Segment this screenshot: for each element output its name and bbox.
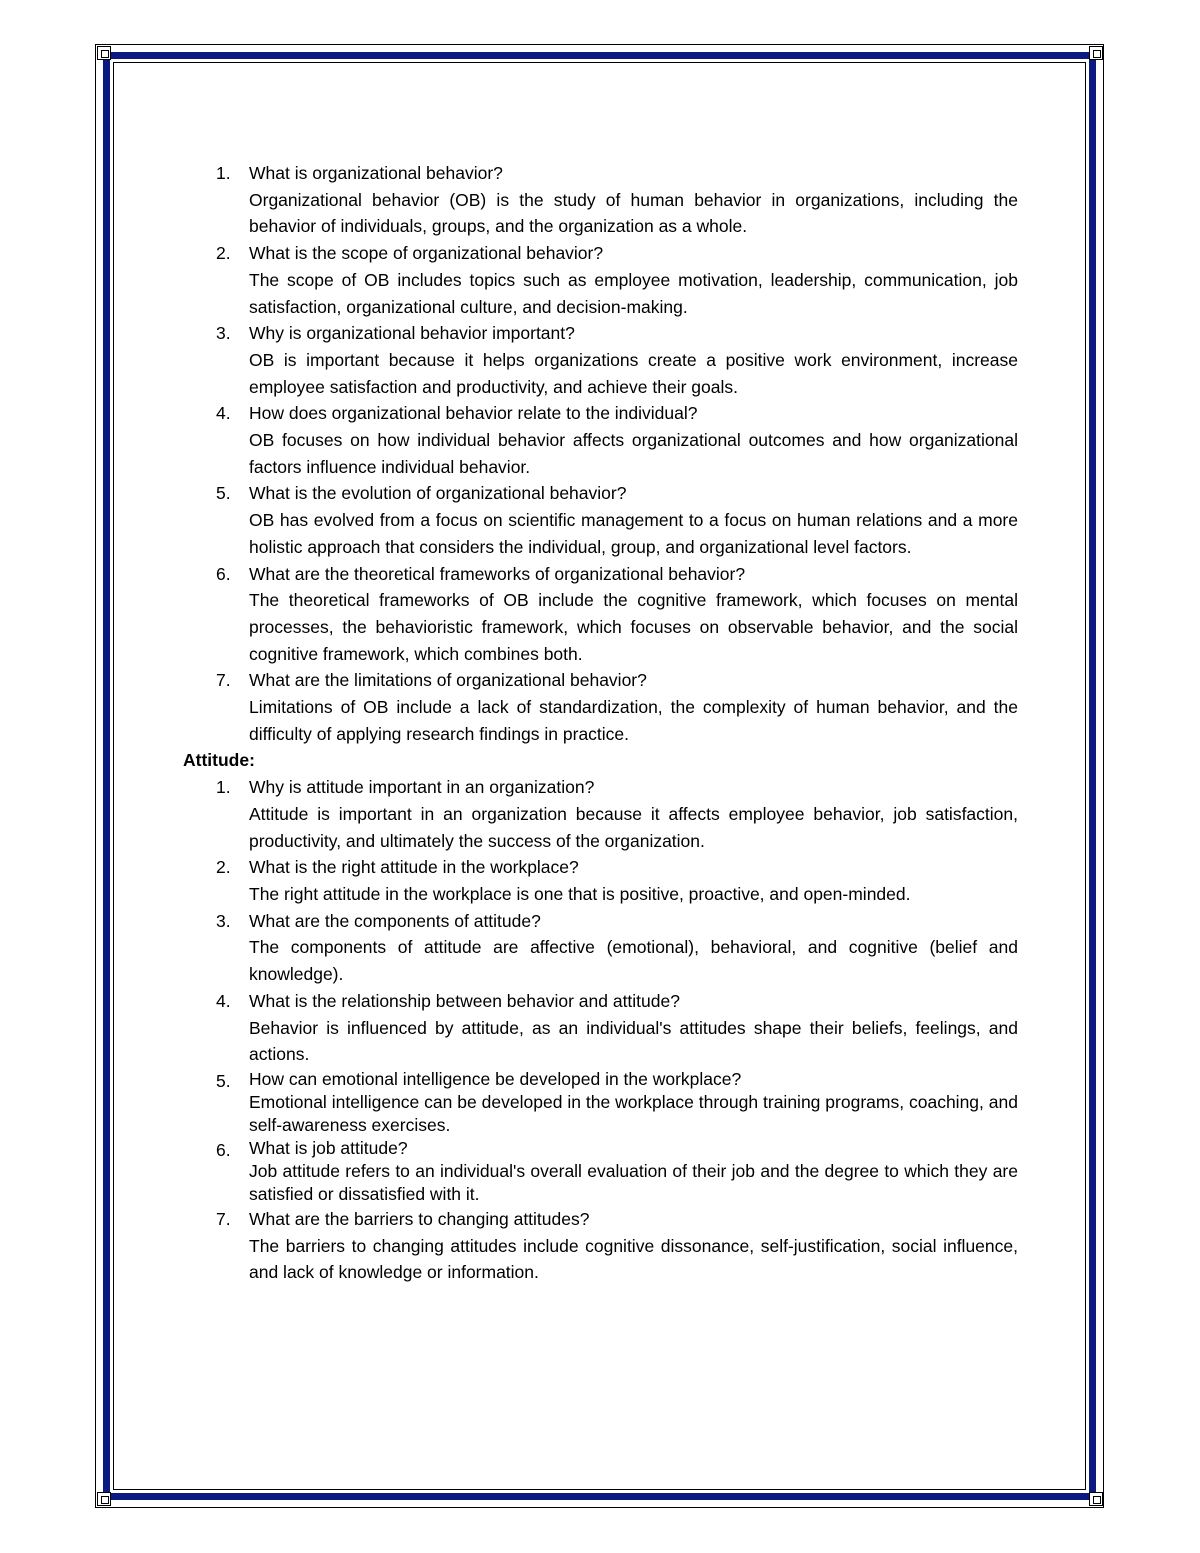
document-content [183, 160, 1018, 1286]
item-number: 5. [216, 1070, 231, 1091]
list-item [183, 1137, 1018, 1206]
answer: Emotional intelligence can be developed in the workplace through training programs, coaching, and self-awareness exercises. [249, 1091, 1018, 1135]
question: What are the limitations of organizational behavior? [249, 670, 647, 691]
question: What are the theoretical frameworks of organizational behavior? [249, 563, 746, 584]
item-number: 6. [216, 563, 231, 584]
answer: The components of attitude are affective (emotional), behavioral, and cognitive (belief and knowledge). [249, 937, 1018, 985]
list-item [183, 320, 1018, 400]
question: What is job attitude? [249, 1137, 408, 1158]
list-item [183, 854, 1018, 907]
item-number: 1. [216, 163, 231, 183]
answer: The scope of OB includes topics such as employee motivation, leadership, communication, job satisfaction, organizational culture, and decision-making. [249, 269, 1018, 317]
question: What are the barriers to changing attitudes? [249, 1208, 590, 1229]
answer: The barriers to changing attitudes include cognitive dissonance, self-justification, social influence, and lack of knowledge or information. [249, 1235, 1018, 1283]
question: What is the scope of organizational behavior? [249, 243, 604, 264]
item-number: 1. [216, 777, 231, 798]
question: How does organizational behavior relate to the individual? [249, 403, 698, 424]
answer: The theoretical frameworks of OB include the cognitive framework, which focuses on mental processes, the behavioristic framework, which focuses on observable behavior, and the social cognitive framework, which combines both. [249, 590, 1018, 664]
item-number: 7. [216, 670, 231, 691]
item-number: 3. [216, 323, 231, 344]
answer: Behavior is influenced by attitude, as an individual's attitudes shape their beliefs, feelings, and actions. [249, 1017, 1018, 1065]
ob-qa-list [183, 160, 1018, 747]
section-heading-attitude: Attitude: [183, 750, 255, 771]
item-number: 5. [216, 483, 231, 504]
list-item [183, 480, 1018, 560]
answer: Limitations of OB include a lack of standardization, the complexity of human behavior, and the difficulty of applying research findings in practice. [249, 697, 1018, 744]
item-number: 2. [216, 243, 231, 264]
corner-ornament-bottom-left [97, 1492, 111, 1506]
list-item [183, 1206, 1018, 1286]
corner-ornament-top-right [1089, 46, 1103, 60]
answer: Job attitude refers to an individual's overall evaluation of their job and the degree to which they are satisfied or dissatisfied with it. [249, 1160, 1018, 1204]
answer: The right attitude in the workplace is one that is positive, proactive, and open-minded. [249, 883, 911, 904]
list-item [183, 988, 1018, 1068]
list-item [183, 1068, 1018, 1137]
answer: Attitude is important in an organization because it affects employee behavior, job satisfaction, productivity, and ultimately the success of the organization. [249, 803, 1018, 851]
answer: Organizational behavior (OB) is the study of human behavior in organizations, including the behavior of individuals, groups, and the organization as a whole. [249, 189, 1018, 237]
item-number: 7. [216, 1208, 231, 1229]
item-number: 4. [216, 990, 231, 1011]
question: What is the right attitude in the workplace? [249, 857, 579, 878]
corner-ornament-bottom-right [1089, 1492, 1103, 1506]
answer: OB has evolved from a focus on scientific management to a focus on human relations and a more holistic approach that considers the individual, group, and organizational level factors. [249, 510, 1018, 557]
list-item [183, 240, 1018, 320]
question: What is the evolution of organizational behavior? [249, 483, 627, 504]
attitude-qa-list [183, 774, 1018, 1286]
question: Why is attitude important in an organization? [249, 777, 595, 798]
item-number: 2. [216, 857, 231, 878]
list-item [183, 400, 1018, 480]
question: Why is organizational behavior important? [249, 323, 575, 344]
list-item [183, 160, 1018, 240]
list-item [183, 561, 1018, 668]
list-item [183, 774, 1018, 854]
question: How can emotional intelligence be developed in the workplace? [249, 1068, 742, 1089]
question: What are the components of attitude? [249, 910, 541, 931]
answer: OB focuses on how individual behavior affects organizational outcomes and how organizational factors influence individual behavior. [249, 430, 1018, 477]
answer: OB is important because it helps organizations create a positive work environment, increase employee satisfaction and productivity, and achieve their goals. [249, 349, 1018, 397]
question: What is the relationship between behavior and attitude? [249, 990, 680, 1011]
item-number: 6. [216, 1139, 231, 1160]
list-item [183, 667, 1018, 747]
list-item [183, 908, 1018, 988]
item-number: 4. [216, 403, 231, 424]
question: What is organizational behavior? [249, 163, 503, 183]
item-number: 3. [216, 910, 231, 931]
corner-ornament-top-left [97, 46, 111, 60]
